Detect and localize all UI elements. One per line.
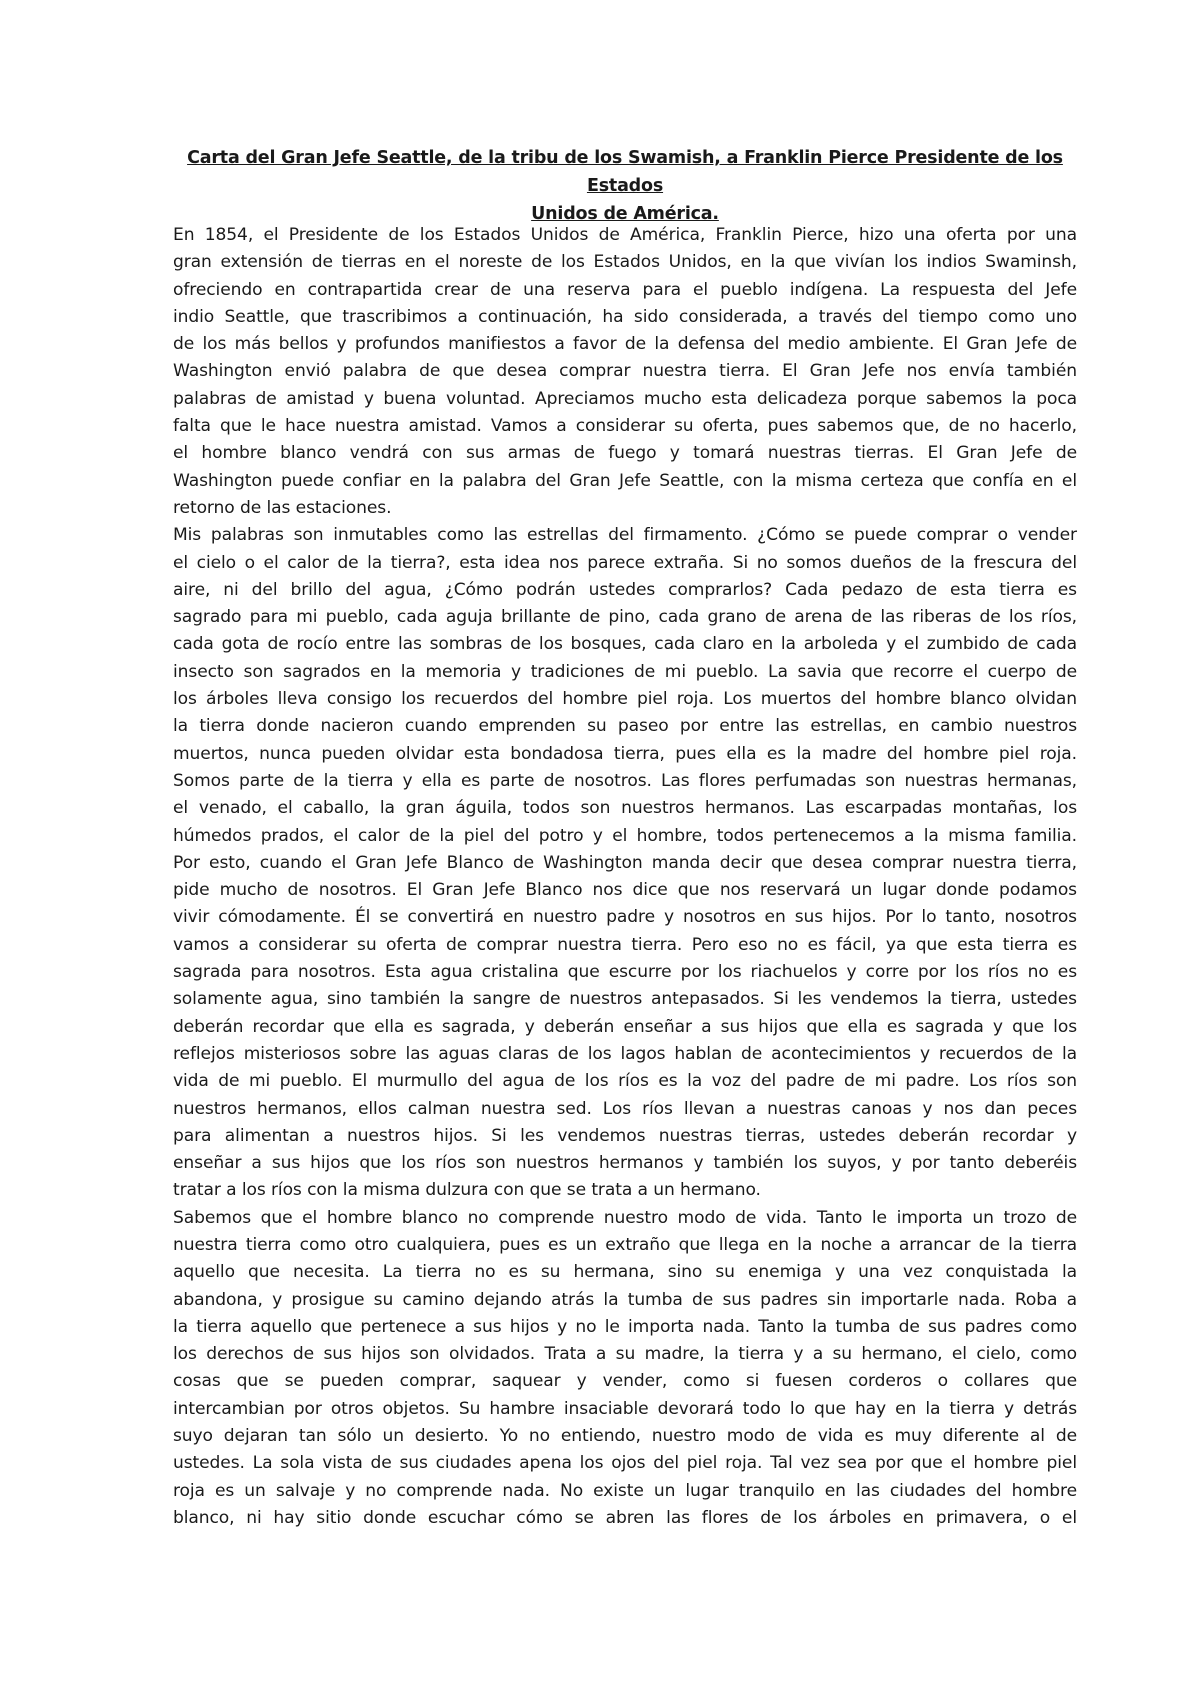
text-line: vivir cómodamente. Él se convertirá en nuestro padre y nosotros en sus hijos. Por lo tanto, nosotros — [173, 907, 1077, 928]
text-line: el hombre blanco vendrá con sus armas de fuego y tomará nuestras tierras. El Gran Jefe de — [173, 443, 1077, 464]
text-line: retorno de las estaciones. — [173, 497, 392, 518]
text-line: pide mucho de nosotros. El Gran Jefe Blanco nos dice que nos reservará un lugar donde podamos — [173, 880, 1077, 901]
text-line: solamente agua, sino también la sangre de nuestros antepasados. Si les vendemos la tierra, ustedes — [173, 989, 1077, 1010]
document-title — [170, 144, 1080, 228]
title-line-1: Carta del Gran Jefe Seattle, de la tribu de los Swamish, a Franklin Pierce Presidente de los Estados — [187, 148, 1063, 196]
text-line: tratar a los ríos con la misma dulzura con que se trata a un hermano. — [173, 1180, 761, 1201]
text-line: la tierra donde nacieron cuando emprenden su paseo por entre las estrellas, en cambio nuestros — [173, 716, 1077, 737]
text-line: el venado, el caballo, la gran águila, todos son nuestros hermanos. Las escarpadas montañas, los — [173, 798, 1077, 819]
text-line: insecto son sagrados en la memoria y tradiciones de mi pueblo. La savia que recorre el cuerpo de — [173, 661, 1077, 682]
text-line: indio Seattle, que trascribimos a continuación, ha sido considerada, a través del tiempo como uno — [173, 306, 1077, 327]
text-line: los derechos de sus hijos son olvidados. Trata a su madre, la tierra y a su hermano, el cielo, como — [173, 1344, 1077, 1365]
paragraph — [173, 222, 1077, 522]
text-line: húmedos prados, el calor de la piel del potro y el hombre, todos pertenecemos a la misma familia. — [173, 825, 1077, 846]
text-line: suyo dejaran tan sólo un desierto. Yo no entiendo, nuestro modo de vida es muy diferente al de — [173, 1426, 1077, 1447]
text-line: nuestros hermanos, ellos calman nuestra sed. Los ríos llevan a nuestras canoas y nos dan peces — [173, 1098, 1077, 1119]
text-line: En 1854, el Presidente de los Estados Unidos de América, Franklin Pierce, hizo una oferta por una — [173, 225, 1077, 245]
text-line: Washington envió palabra de que desea comprar nuestra tierra. El Gran Jefe nos envía también — [173, 361, 1077, 382]
text-line: intercambian por otros objetos. Su hambre insaciable devorará todo lo que hay en la tierra y detrás — [173, 1398, 1077, 1419]
text-line: cada gota de rocío entre las sombras de los bosques, cada claro en la arboleda y el zumbido de cada — [173, 634, 1077, 655]
text-line: el cielo o el calor de la tierra?, esta idea nos parece extraña. Si no somos dueños de la frescura del — [173, 552, 1077, 573]
text-line: aquello que necesita. La tierra no es su hermana, sino su enemiga y una vez conquistada la — [173, 1262, 1077, 1283]
text-line: vamos a considerar su oferta de comprar nuestra tierra. Pero eso no es fácil, ya que esta tierra es — [173, 934, 1077, 955]
text-line: de los más bellos y profundos manifiestos a favor de la defensa del medio ambiente. El Gran Jefe de — [173, 334, 1077, 355]
text-line: los árboles lleva consigo los recuerdos del hombre piel roja. Los muertos del hombre blanco olvidan — [173, 689, 1077, 710]
text-line: aire, ni del brillo del agua, ¿Cómo podrán ustedes comprarlos? Cada pedazo de esta tierra es — [173, 579, 1077, 600]
text-line: sagrada para nosotros. Esta agua cristalina que escurre por los riachuelos y corre por los ríos no es — [173, 962, 1077, 983]
text-line: vida de mi pueblo. El murmullo del agua de los ríos es la voz del padre de mi padre. Los ríos son — [173, 1071, 1077, 1092]
text-line: muertos, nunca pueden olvidar esta bondadosa tierra, pues ella es la madre del hombre piel roja. — [173, 743, 1077, 764]
text-line: Somos parte de la tierra y ella es parte de nosotros. Las flores perfumadas son nuestras hermanas, — [173, 770, 1077, 791]
text-line: palabras de amistad y buena voluntad. Apreciamos mucho esta delicadeza porque sabemos la poca — [173, 388, 1077, 409]
text-line: falta que le hace nuestra amistad. Vamos a considerar su oferta, pues sabemos que, de no hacerlo, — [173, 416, 1077, 437]
paragraph — [173, 1205, 1077, 1533]
text-line: blanco, ni hay sitio donde escuchar cómo se abren las flores de los árboles en primavera, o el — [173, 1507, 1077, 1528]
text-line: Por esto, cuando el Gran Jefe Blanco de Washington manda decir que desea comprar nuestra tierra, — [173, 852, 1077, 873]
text-line: ustedes. La sola vista de sus ciudades apena los ojos del piel roja. Tal vez sea por que el hombre piel — [173, 1453, 1077, 1474]
text-line: deberán recordar que ella es sagrada, y deberán enseñar a sus hijos que ella es sagrada y que los — [173, 1016, 1077, 1037]
text-line: Washington puede confiar en la palabra del Gran Jefe Seattle, con la misma certeza que confía en el — [173, 470, 1077, 491]
text-line: para alimentan a nuestros hijos. Si les vendemos nuestras tierras, ustedes deberán recordar y — [173, 1125, 1077, 1146]
text-line: enseñar a sus hijos que los ríos son nuestros hermanos y también los suyos, y por tanto deberéis — [173, 1153, 1077, 1174]
text-line: la tierra aquello que pertenece a sus hijos y no le importa nada. Tanto la tumba de sus padres como — [173, 1316, 1077, 1337]
text-line: Mis palabras son inmutables como las estrellas del firmamento. ¿Cómo se puede comprar o vender — [173, 525, 1077, 546]
text-line: reflejos misteriosos sobre las aguas claras de los lagos hablan de acontecimientos y recuerdos de la — [173, 1043, 1077, 1064]
title-line-2: Unidos de América. — [531, 204, 719, 224]
text-line: sagrado para mi pueblo, cada aguja brillante de pino, cada grano de arena de las riberas de los ríos, — [173, 607, 1077, 628]
text-line: ofreciendo en contrapartida crear de una reserva para el pueblo indígena. La respuesta del Jefe — [173, 279, 1077, 300]
text-line: cosas que se pueden comprar, saquear y vender, como si fuesen corderos o collares que — [173, 1371, 1077, 1392]
text-line: abandona, y prosigue su camino dejando atrás la tumba de sus padres sin importarle nada. Roba a — [173, 1289, 1077, 1310]
document-body — [173, 222, 1077, 1532]
text-line: roja es un salvaje y no comprende nada. No existe un lugar tranquilo en las ciudades del hombre — [173, 1480, 1077, 1501]
text-line: Sabemos que el hombre blanco no comprende nuestro modo de vida. Tanto le importa un trozo de — [173, 1207, 1077, 1228]
text-line: gran extensión de tierras en el noreste de los Estados Unidos, en la que vivían los indios Swaminsh, — [173, 252, 1077, 273]
text-line: nuestra tierra como otro cualquiera, pues es un extraño que llega en la noche a arrancar de la tierra — [173, 1234, 1077, 1255]
paragraph — [173, 522, 1077, 1204]
